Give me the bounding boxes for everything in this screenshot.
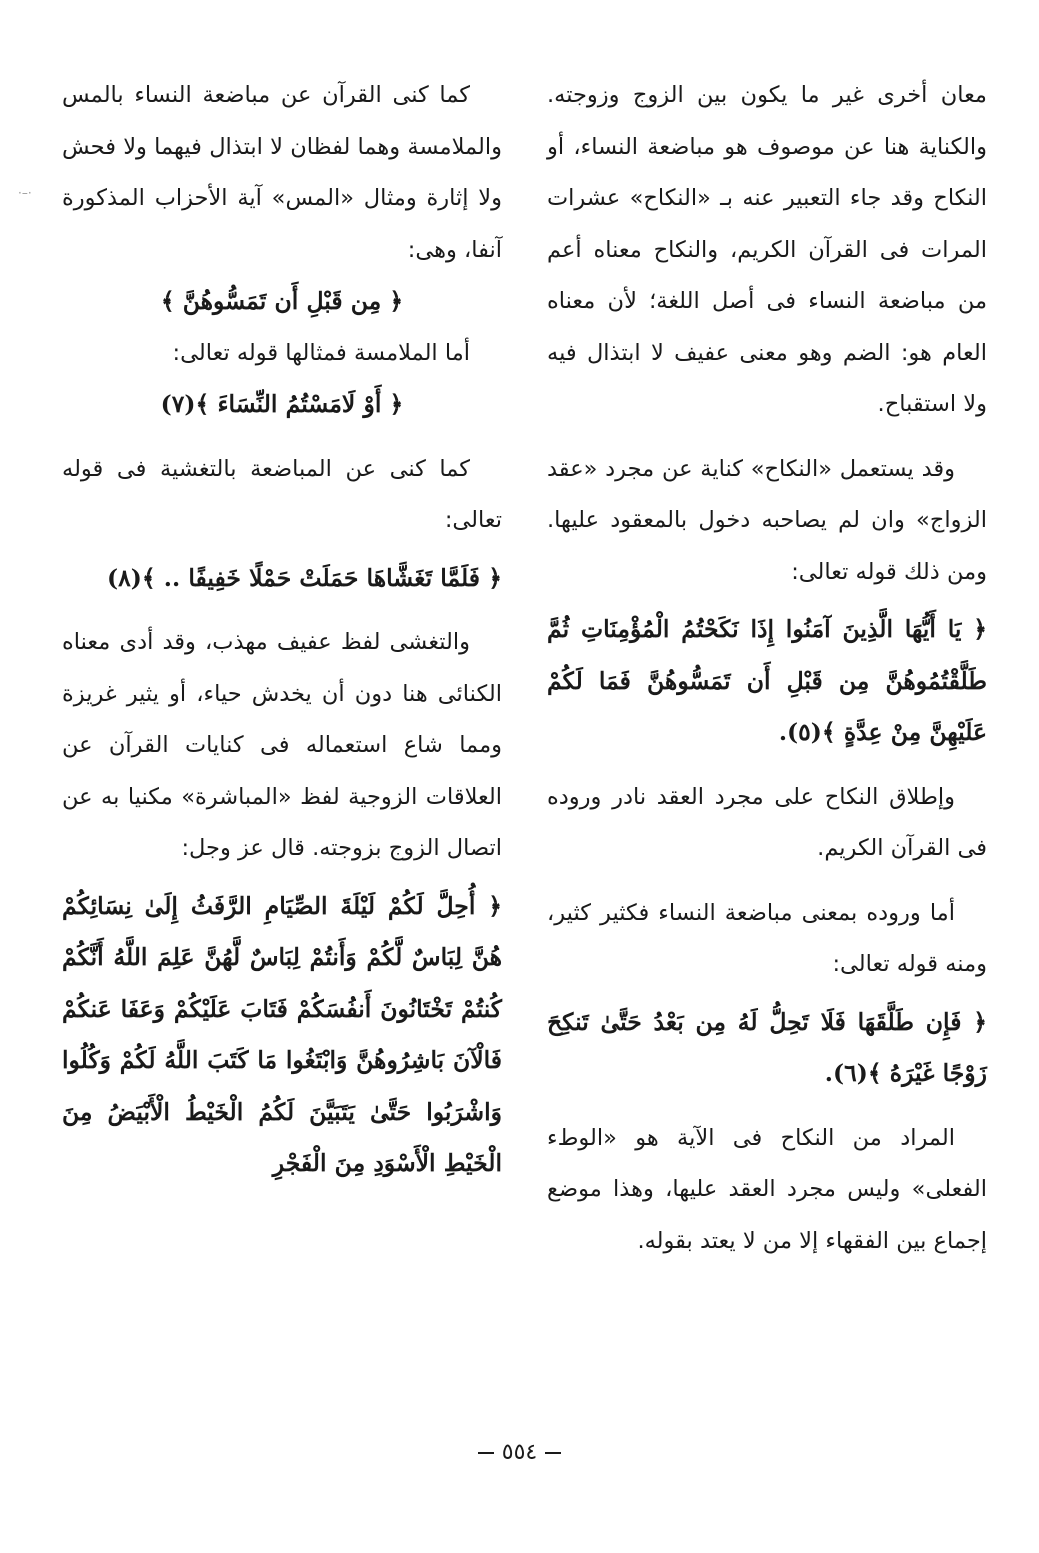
right-paragraph-4: أما وروده بمعنى مباضعة النساء فكثير كثير، ومنه قوله تعالى: xyxy=(547,899,987,977)
left-paragraph-4: والتغشى لفظ عفيف مهذب، وقد أدى معناه الكنائى هنا دون أن يخدش حياء، أو يثير غريزة ومما شاع استعماله فى كنايات القرآن عن العلاقات الزوجية لفظ «المباشرة» مكنيا به عن اتصال الزوج بزوجته. قال عز وجل: xyxy=(62,629,502,861)
left-column xyxy=(62,70,502,1190)
left-verse-1: ﴿ مِن قَبْلِ أَن تَمَسُّوهُنَّ ﴾ xyxy=(160,287,404,315)
page-number-text: ٥٥٤ xyxy=(501,1440,538,1465)
right-paragraph-2: وقد يستعمل «النكاح» كناية عن مجرد «عقد الزواج» وان لم يصاحبه دخول بالمعقود عليها. ومن ذلك قوله تعالى: xyxy=(547,455,987,585)
page-number-dash-right xyxy=(545,1452,561,1454)
left-paragraph-2: أما الملامسة فمثالها قوله تعالى: xyxy=(172,339,470,366)
left-paragraph-3: كما كنى عن المباضعة بالتغشية فى قوله تعالى: xyxy=(62,455,502,533)
left-verse-3: ﴿ فَلَمَّا تَغَشَّاهَا حَمَلَتْ حَمْلًا خَفِيفًا .. ﴾(٨) xyxy=(106,563,502,592)
left-verse-2: ﴿ أَوْ لَامَسْتُمُ النِّسَاءَ ﴾(٧) xyxy=(160,390,404,418)
right-column xyxy=(547,70,987,1267)
right-paragraph-3: وإطلاق النكاح على مجرد العقد نادر وروده فى القرآن الكريم. xyxy=(547,783,987,861)
right-paragraph-1: معان أخرى غير ما يكون بين الزوج وزوجته. والكناية هنا عن موصوف هو مباضعة النساء، أو النكاح وقد جاء التعبير عنه بـ «النكاح» عشرات المرات فى القرآن الكريم، والنكاح معناه أعم من مباضعة النساء فى أصل اللغة؛ لأن معناه العام هو: الضم وهو معنى عفيف لا ابتذال فيه ولا استقباح. xyxy=(547,82,987,417)
right-verse-1: ﴿ يَا أَيُّهَا الَّذِينَ آمَنُوا إِذَا نَكَحْتُمُ الْمُؤْمِنَاتِ ثُمَّ طَلَّقْتُمُوهُنَّ مِن قَبْلِ أَن تَمَسُّوهُنَّ فَمَا لَكُمْ عَلَيْهِنَّ مِنْ عِدَّةٍ ﴾(٥). xyxy=(547,615,987,746)
right-verse-2: ﴿ فَإِن طَلَّقَهَا فَلَا تَحِلُّ لَهُ مِن بَعْدُ حَتَّىٰ تَنكِحَ زَوْجًا غَيْرَهُ ﴾(٦). xyxy=(547,1007,987,1087)
right-paragraph-5: المراد من النكاح فى الآية هو «الوطء الفعلى» وليس مجرد العقد عليها، وهذا موضع إجماع بين الفقهاء إلا من لا يعتد بقوله. xyxy=(547,1124,987,1254)
page-number-dash-left xyxy=(478,1452,494,1454)
left-verse-4: ﴿ أُحِلَّ لَكُمْ لَيْلَةَ الصِّيَامِ الرَّفَثُ إِلَىٰ نِسَائِكُمْ هُنَّ لِبَاسٌ لَّكُمْ وَأَنتُمْ لِبَاسٌ لَّهُنَّ عَلِمَ اللَّهُ أَنَّكُمْ كُنتُمْ تَخْتَانُونَ أَنفُسَكُمْ فَتَابَ عَلَيْكُمْ وَعَفَا عَنكُمْ فَالْآنَ بَاشِرُوهُنَّ وَابْتَغُوا مَا كَتَبَ اللَّهُ لَكُمْ وَكُلُوا وَاشْرَبُوا حَتَّىٰ يَتَبَيَّنَ لَكُمُ الْخَيْطُ الْأَبْيَضُ مِنَ الْخَيْطِ الْأَسْوَدِ مِنَ الْفَجْرِ xyxy=(62,891,502,1177)
left-paragraph-1: كما كنى القرآن عن مباضعة النساء بالمس والملامسة وهما لفظان لا ابتذال فيهما ولا فحش ولا إثارة ومثال «المس» آية الأحزاب المذكورة آنفا، وهى: xyxy=(62,82,502,263)
page-number xyxy=(0,1440,1039,1465)
margin-mark: ·–· xyxy=(18,186,32,200)
